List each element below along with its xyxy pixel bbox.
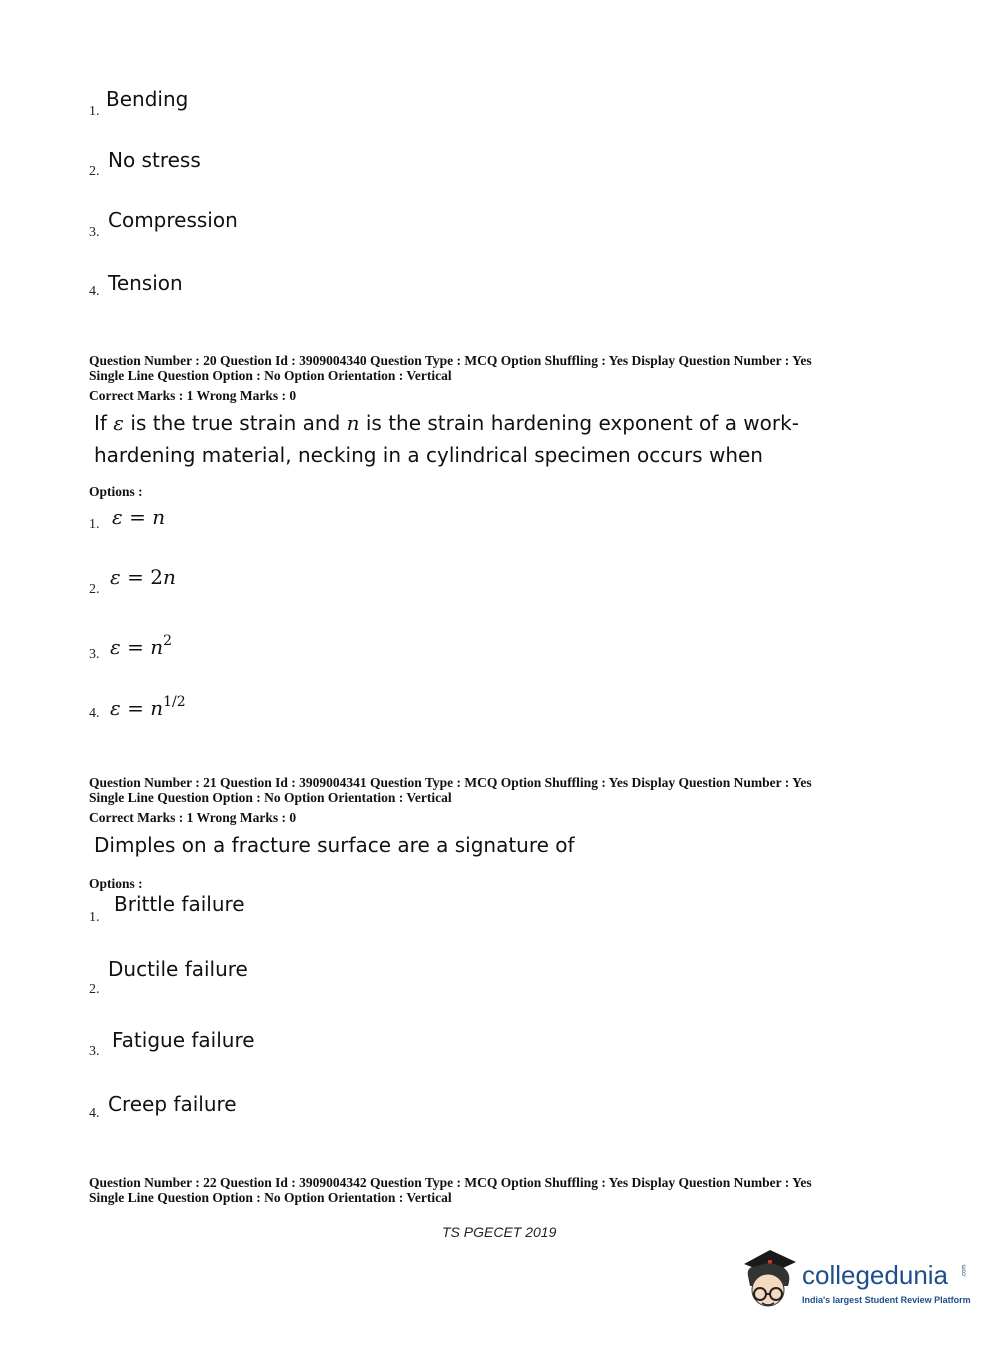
option-number: 2. (89, 582, 100, 597)
question-text-line2: hardening material, necking in a cylindrical specimen occurs when (94, 443, 763, 467)
question-text: Dimples on a fracture surface are a signature of (94, 833, 575, 857)
question-meta-line1: Question Number : 21 Question Id : 3909004341 Question Type : MCQ Option Shuffling : Yes Display Question Number : Yes (89, 775, 812, 790)
eq-lhs: ε (110, 565, 121, 589)
option-number: 3. (89, 1044, 100, 1059)
option-text: Compression (108, 208, 238, 232)
question-text-part: is the true strain and (124, 411, 347, 435)
option-number: 4. (89, 1106, 100, 1121)
question-meta-line2: Single Line Question Option : No Option Orientation : Vertical (89, 368, 452, 383)
eq-superscript: 1/2 (163, 694, 186, 710)
options-label: Options : (89, 484, 143, 499)
eq-sign: = (122, 505, 153, 529)
option-text: Fatigue failure (112, 1028, 255, 1052)
symbol-n: n (346, 411, 360, 435)
eq-superscript: 2 (163, 633, 173, 649)
option-text: No stress (108, 148, 201, 172)
eq-lhs: ε (110, 696, 121, 720)
option-number: 1. (89, 104, 100, 119)
question-meta-line2: Single Line Question Option : No Option Orientation : Vertical (89, 790, 452, 805)
question-text (94, 407, 799, 439)
option-equation (112, 505, 165, 529)
option-number: 4. (89, 284, 100, 299)
collegedunia-logo (740, 1246, 980, 1316)
question-meta-line1: Question Number : 20 Question Id : 3909004340 Question Type : MCQ Option Shuffling : Yes Display Question Number : Yes (89, 353, 812, 368)
logo-name: collegedunia (802, 1260, 949, 1290)
footer-exam-title: TS PGECET 2019 (442, 1224, 557, 1240)
option-number: 1. (89, 910, 100, 925)
question-meta-line2: Single Line Question Option : No Option Orientation : Vertical (89, 1190, 452, 1205)
option-equation (110, 565, 176, 589)
question-marks: Correct Marks : 1 Wrong Marks : 0 (89, 388, 297, 403)
question-meta-line1: Question Number : 22 Question Id : 3909004342 Question Type : MCQ Option Shuffling : Yes Display Question Number : Yes (89, 1175, 812, 1190)
question-text-part: is the strain hardening exponent of a work- (359, 411, 799, 435)
eq-rhs: n (162, 565, 176, 589)
option-equation (110, 696, 186, 720)
logo-suffix: .com (961, 1264, 968, 1278)
option-number: 2. (89, 982, 100, 997)
option-text: Tension (108, 271, 183, 295)
eq-lhs: ε (112, 505, 123, 529)
question-marks: Correct Marks : 1 Wrong Marks : 0 (89, 810, 297, 825)
eq-rhs: n (150, 635, 164, 659)
option-equation (110, 635, 172, 659)
option-number: 1. (89, 517, 100, 532)
option-text: Bending (106, 87, 189, 111)
logo-tagline: India's largest Student Review Platform (802, 1295, 971, 1305)
option-text: Creep failure (108, 1092, 237, 1116)
eq-sign: = (120, 696, 151, 720)
option-number: 3. (89, 225, 100, 240)
eq-coef: 2 (150, 565, 163, 589)
option-number: 2. (89, 164, 100, 179)
option-text: Ductile failure (108, 957, 248, 981)
symbol-epsilon: ε (113, 411, 125, 435)
option-number: 4. (89, 706, 100, 721)
eq-sign: = (120, 565, 151, 589)
eq-rhs: n (152, 505, 166, 529)
eq-sign: = (120, 635, 151, 659)
mascot-icon (740, 1246, 798, 1312)
question-text-part: If (94, 411, 114, 435)
options-label: Options : (89, 876, 143, 891)
option-number: 3. (89, 647, 100, 662)
eq-lhs: ε (110, 635, 121, 659)
option-text: Brittle failure (114, 892, 245, 916)
eq-rhs: n (150, 696, 164, 720)
